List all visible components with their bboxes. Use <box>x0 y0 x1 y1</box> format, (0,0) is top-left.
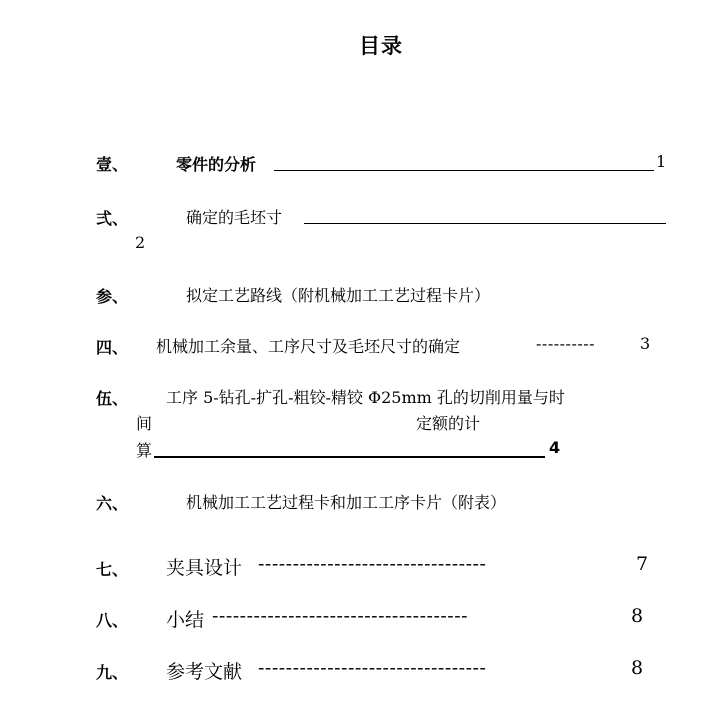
entry-title: 夹具设计 <box>166 557 243 579</box>
entry-number: 六、 <box>96 494 129 513</box>
entry-title: 小结 <box>166 609 205 631</box>
entry-number: 九、 <box>96 663 129 682</box>
leader-line: --------------------------------- <box>258 553 487 575</box>
entry-page: 3 <box>640 334 651 353</box>
entry-title-line-1: 工序 5-钻孔-扩孔-粗铰-精铰 Φ25mm 孔的切削用量与时 <box>166 388 565 407</box>
entry-page: 8 <box>631 605 644 627</box>
leader-line <box>274 161 654 180</box>
entry-number: 参、 <box>96 287 129 306</box>
entry-title: 拟定工艺路线（附机械加工工艺过程卡片） <box>186 286 491 305</box>
leader-line: ---------- <box>536 334 596 353</box>
entry-title-line-2b: 定额的计 <box>416 414 481 433</box>
entry-page: 2 <box>135 233 146 252</box>
leader-line: ------------------------------------- <box>212 605 469 627</box>
entry-title-line-2a: 间 <box>136 414 153 433</box>
entry-title: 零件的分析 <box>176 155 257 174</box>
entry-title: 参考文献 <box>166 661 243 683</box>
entry-page: 8 <box>631 657 644 679</box>
entry-page: 4 <box>549 438 561 457</box>
leader-line: --------------------------------- <box>258 657 487 679</box>
leader-line <box>154 447 545 466</box>
leader-line <box>304 214 666 233</box>
entry-title: 机械加工余量、工序尺寸及毛坯尺寸的确定 <box>156 337 461 356</box>
entry-number: 八、 <box>96 611 129 630</box>
entry-page: 7 <box>636 553 649 575</box>
entry-number: 壹、 <box>96 155 129 174</box>
entry-number: 伍、 <box>96 389 129 408</box>
entry-title-line-3: 算 <box>136 441 153 460</box>
entry-number: 四、 <box>96 338 129 357</box>
entry-number: 弍、 <box>96 209 129 228</box>
entry-page: 1 <box>656 152 667 171</box>
entry-title: 确定的毛坯寸 <box>186 208 283 227</box>
entry-number: 七、 <box>96 560 129 579</box>
entry-title: 机械加工工艺过程卡和加工工序卡片（附表） <box>186 493 507 512</box>
page-title: 目录 <box>359 34 403 58</box>
